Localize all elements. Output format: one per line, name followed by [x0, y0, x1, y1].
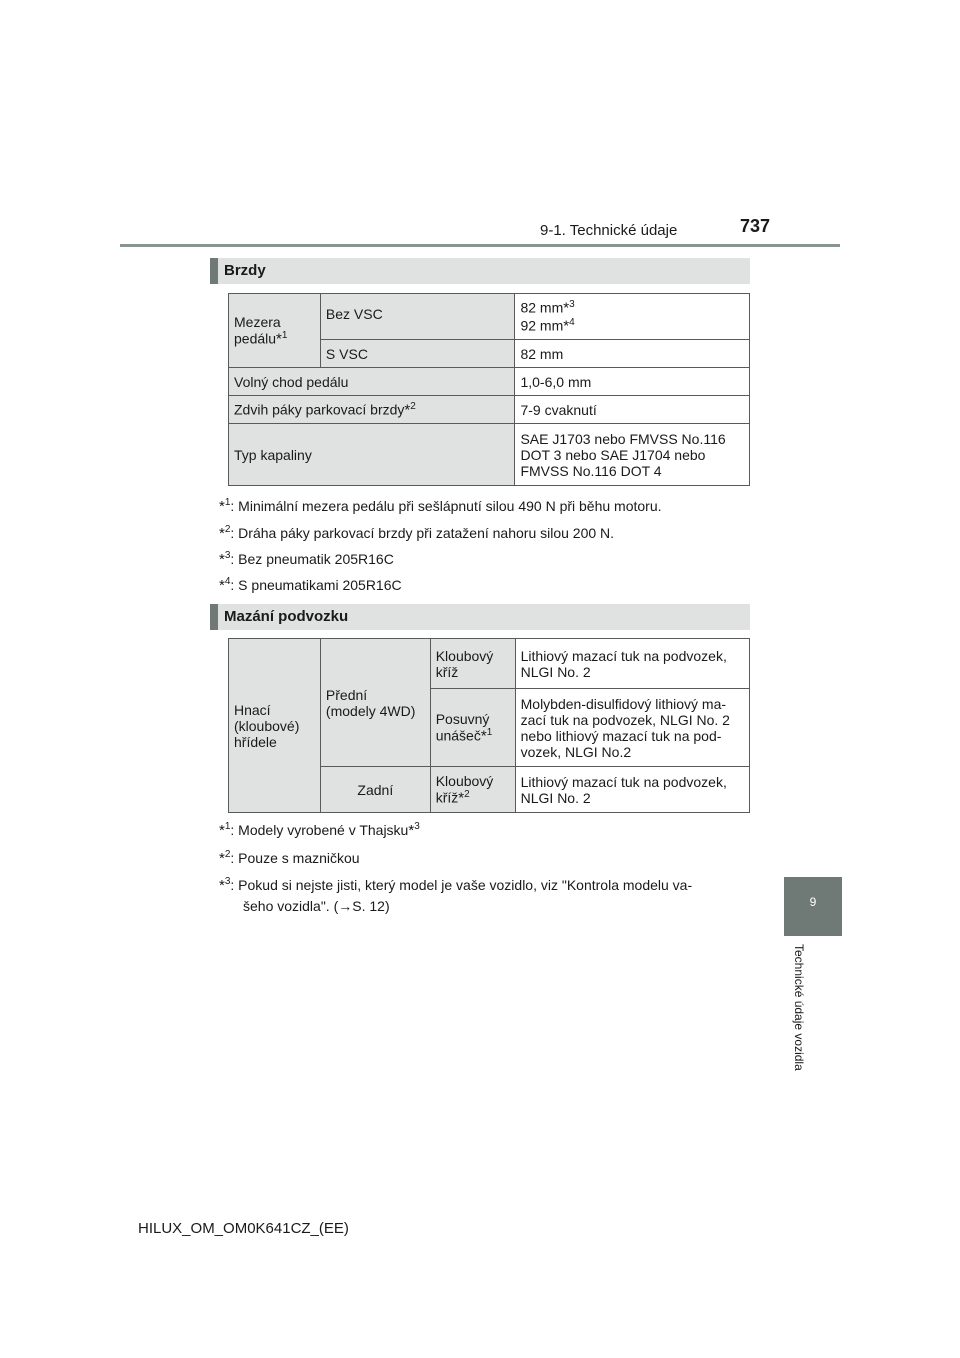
footnote-asterisk: *$^1$ — [219, 497, 231, 515]
header-divider — [120, 244, 840, 247]
section-accent — [210, 604, 218, 630]
sliding-yoke-line: unášeč — [435, 727, 481, 744]
footnote-number: 3 — [224, 550, 231, 561]
footnote-asterisk: *$^2$ — [219, 524, 231, 542]
universal-joint-line: Kloubový — [435, 772, 494, 789]
footnote-asterisk: * — [276, 330, 282, 348]
footnote-number: 3 — [569, 298, 575, 310]
universal-joint-cell — [430, 639, 515, 689]
parking-travel-cell — [229, 396, 515, 424]
parking-travel-value-cell: 7-9 cvaknutí — [515, 396, 750, 424]
sliding-yoke-cell — [430, 689, 515, 767]
drive-shafts-line: Hnací — [234, 701, 271, 718]
footnote-asterisk: *$^2$ — [219, 849, 231, 867]
universal-joint-line: kříž — [435, 663, 459, 680]
parking-travel-label: Zdvih páky parkovací brzdy — [234, 401, 405, 418]
table-row — [229, 368, 750, 396]
with-vsc-value-cell: 82 mm — [515, 340, 750, 368]
footnote-asterisk: *$^3$ — [219, 876, 231, 894]
lubricant-line: Lithiový mazací tuk na podvozek, — [520, 773, 727, 790]
footnote-number: 2 — [224, 849, 231, 860]
free-play-cell: Volný chod pedálu — [229, 368, 515, 396]
footnote-asterisk: *$^3$ — [219, 550, 231, 568]
footnote-number: 4 — [224, 576, 231, 587]
footnote-number: 4 — [569, 316, 575, 328]
brakes-footnote-1 — [219, 493, 662, 517]
lubricant-line: nebo lithiový mazací tuk na pod- — [520, 727, 722, 744]
without-vsc-value-2: 92 mm — [520, 317, 564, 334]
footnote-text: : S pneumatikami 205R16C — [230, 577, 402, 593]
lubricant-line: Lithiový mazací tuk na podvozek, — [520, 647, 727, 664]
sliding-yoke-line: Posuvný — [435, 710, 490, 727]
lubricant-line: NLGI No. 2 — [520, 789, 591, 806]
lubricant-line: zací tuk na podvozek, NLGI No. 2 — [520, 711, 730, 728]
fluid-type-value-cell — [515, 424, 750, 486]
brakes-footnote-2 — [219, 520, 614, 544]
lubricant-line: NLGI No. 2 — [520, 663, 591, 680]
page-reference: S. 12) — [352, 898, 390, 914]
chassis-footnote-1 — [219, 817, 420, 841]
brakes-table — [228, 293, 750, 486]
sliding-yoke-value-cell — [515, 689, 749, 767]
footnote-text: : Pokud si nejste jisti, který model je vaše vozidlo, viz "Kontrola modelu va- — [230, 877, 693, 893]
footnote-text: : Dráha páky parkovací brzdy při zatažení nahoru silou 200 N. — [230, 525, 615, 541]
chapter-tab-number: 9 — [809, 895, 817, 909]
chapter-tab — [784, 877, 842, 936]
drive-shafts-cell — [229, 639, 321, 813]
footnote-number: 2 — [410, 400, 416, 412]
footnote-text: : Pouze s mazničkou — [230, 850, 360, 866]
table-row — [229, 639, 750, 689]
section-title-chassis: Mazání podvozku — [224, 608, 349, 625]
footnote-asterisk: * — [458, 789, 465, 807]
section-bar-brakes — [210, 258, 750, 284]
brakes-footnote-4 — [219, 572, 402, 596]
footnote-text: šeho vozidla". ( — [243, 898, 339, 914]
footnote-asterisk: * — [563, 317, 570, 335]
lubricant-line: vozek, NLGI No.2 — [520, 743, 632, 760]
universal-joint-line: kříž — [435, 789, 459, 806]
footnote-text: : Bez pneumatik 205R16C — [230, 551, 394, 567]
pedal-clearance-cell — [229, 294, 321, 368]
section-accent — [210, 258, 218, 284]
rear-cell: Zadní — [320, 767, 430, 813]
drive-shafts-line: (kloubové) — [234, 717, 300, 734]
document-id: HILUX_OM_OM0K641CZ_(EE) — [138, 1220, 349, 1237]
drive-shafts-line: hřídele — [234, 733, 277, 750]
footnote-asterisk: *$^4$ — [219, 576, 231, 594]
universal-joint-line: Kloubový — [435, 647, 494, 664]
fluid-type-cell: Typ kapaliny — [229, 424, 515, 486]
footnote-asterisk: *$^1$ — [219, 821, 231, 839]
footnote-number: 1 — [224, 497, 231, 508]
footnote-asterisk: * — [404, 401, 411, 419]
brakes-footnote-3 — [219, 546, 394, 570]
section-title-brakes: Brzdy — [224, 262, 266, 279]
table-row — [229, 396, 750, 424]
fluid-type-value-2: DOT 3 nebo SAE J1704 nebo — [520, 446, 706, 463]
free-play-value-cell: 1,0-6,0 mm — [515, 368, 750, 396]
footnote-number: 3 — [414, 821, 420, 832]
footnote-asterisk: *$^3$ — [408, 821, 420, 839]
page-number: 737 — [740, 216, 771, 236]
footnote-number: 1 — [281, 329, 288, 341]
footnote-asterisk: * — [480, 727, 487, 745]
chapter-title: 9-1. Technické údaje — [540, 222, 678, 239]
footnote-number: 2 — [224, 524, 231, 535]
table-row — [229, 294, 750, 340]
footnote-number: 1 — [224, 821, 231, 832]
without-vsc-value-cell — [515, 294, 750, 340]
footnote-text: : Minimální mezera pedálu při sešlápnutí silou 490 N při běhu motoru. — [230, 498, 662, 514]
without-vsc-value-1: 82 mm — [520, 299, 564, 316]
without-vsc-cell: Bez VSC — [320, 294, 515, 340]
arrow-icon: → — [338, 898, 353, 914]
pedal-clearance-label: Mezera pedálu — [234, 313, 281, 347]
chassis-footnote-3 — [219, 872, 692, 916]
front-line: Přední — [325, 686, 368, 703]
universal-joint-value-cell — [515, 639, 749, 689]
footnote-text: : Modely vyrobené v Thajsku — [230, 822, 409, 838]
universal-joint-value-cell — [515, 767, 749, 813]
lubricant-line: Molybden-disulfidový lithiový ma- — [520, 695, 727, 712]
with-vsc-cell: S VSC — [320, 340, 515, 368]
front-cell — [320, 639, 430, 767]
table-row — [229, 424, 750, 486]
footnote-number: 3 — [224, 876, 231, 887]
chassis-footnote-2 — [219, 845, 360, 869]
chassis-table — [228, 638, 750, 813]
footnote-number: 2 — [464, 788, 470, 800]
section-bar-chassis — [210, 604, 750, 630]
chapter-tab-label: Technické údaje vozidla — [792, 944, 806, 1071]
footnote-asterisk: * — [563, 299, 570, 317]
fluid-type-value-1: SAE J1703 nebo FMVSS No.116 — [520, 430, 726, 447]
front-line: (modely 4WD) — [325, 702, 416, 719]
fluid-type-value-3: FMVSS No.116 DOT 4 — [520, 462, 662, 479]
footnote-number: 1 — [486, 726, 493, 738]
universal-joint-cell — [430, 767, 515, 813]
